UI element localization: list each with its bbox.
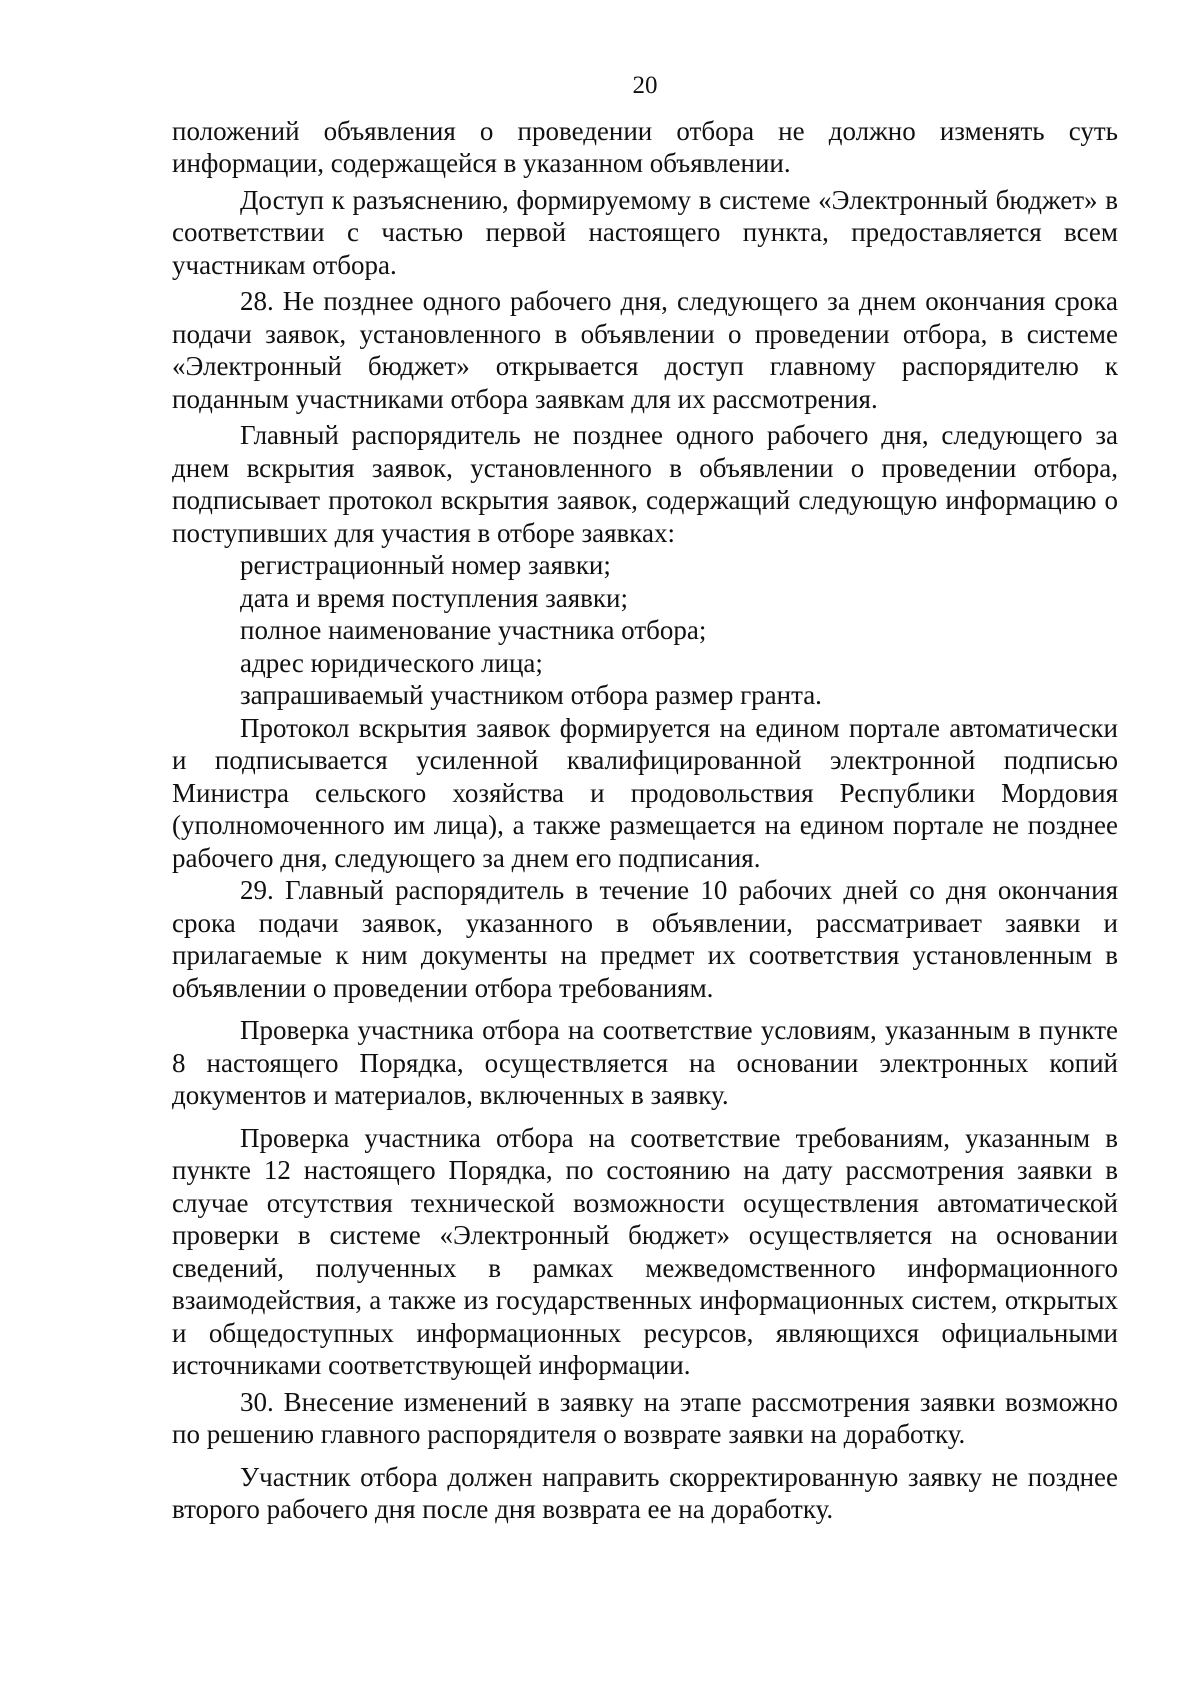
list-item-grant-amount: запрашиваемый участником отбора размер гранта. xyxy=(240,680,822,710)
paragraph-conditions-check: Проверка участника отбора на соответствие условиям, указанным в пункте 8 настоящего Порядка, осуществляется на основании электронных копий документов и материалов, включенных в заявку. xyxy=(172,1015,1118,1110)
paragraph-item-28: 28. Не позднее одного рабочего дня, следующего за днем окончания срока подачи заявок, установленного в объявлении о проведении отбора, в системе «Электронный бюджет» открывается доступ главному распорядителю к поданным участниками отбора заявкам для их рассмотрения. xyxy=(172,286,1118,414)
paragraph-opening-protocol: Главный распорядитель не позднее одного рабочего дня, следующего за днем вскрытия заявок, установленного в объявлении о проведении отбора, подписывает протокол вскрытия заявок, содержащий следующую информацию о поступивших для участия в отборе заявках: xyxy=(172,420,1118,548)
document-page xyxy=(172,70,1118,1526)
page-number: 20 xyxy=(632,72,658,99)
paragraph-clarification-access: Доступ к разъяснению, формируемому в системе «Электронный бюджет» в соответствии с частью первой настоящего пункта, предоставляется всем участникам отбора. xyxy=(172,184,1118,280)
paragraph-protocol-formation: Протокол вскрытия заявок формируется на едином портале автоматически и подписывается усиленной квалифицированной электронной подписью Министра сельского хозяйства и продовольствия Республики Мордовия (уполномоченного им лица), а также размещается на едином портале не позднее рабочего дня, следующего за днем его подписания. xyxy=(172,712,1118,873)
list-item-participant-name: полное наименование участника отбора; xyxy=(240,615,707,645)
list-item-legal-address: адрес юридического лица; xyxy=(240,647,543,678)
paragraph-item-30: 30. Внесение изменений в заявку на этапе рассмотрения заявки возможно по решению главного распорядителя о возврате заявки на доработку. xyxy=(172,1386,1118,1449)
paragraph-item-29: 29. Главный распорядитель в течение 10 рабочих дней со дня окончания срока подачи заявок, указанного в объявлении, рассматривает заявки и прилагаемые к ним документы на предмет их соответствия установленным в объявлении о проведении отбора требованиям. xyxy=(172,875,1118,1003)
list-item-registration-number: регистрационный номер заявки; xyxy=(240,550,611,580)
paragraph-resubmission: Участник отбора должен направить скорректированную заявку не позднее второго рабочего дня после дня возврата ее на доработку. xyxy=(172,1461,1118,1524)
paragraph-requirements-check: Проверка участника отбора на соответствие требованиям, указанным в пункте 12 настоящего Порядка, по состоянию на дату рассмотрения заявки в случае отсутствия технической возможности осуществления автоматической проверки в системе «Электронный бюджет» осуществляется на основании сведений, полученных в рамках межведомственного информационного взаимодействия, а также из государственных информационных систем, открытых и общедоступных информационных ресурсов, являющихся официальными источниками соответствующей информации. xyxy=(172,1122,1118,1380)
list-item-receipt-datetime: дата и время поступления заявки; xyxy=(240,582,628,613)
paragraph-continuation: положений объявления о проведении отбора не должно изменять суть информации, содержащейся в указанном объявлении. xyxy=(172,115,1118,178)
